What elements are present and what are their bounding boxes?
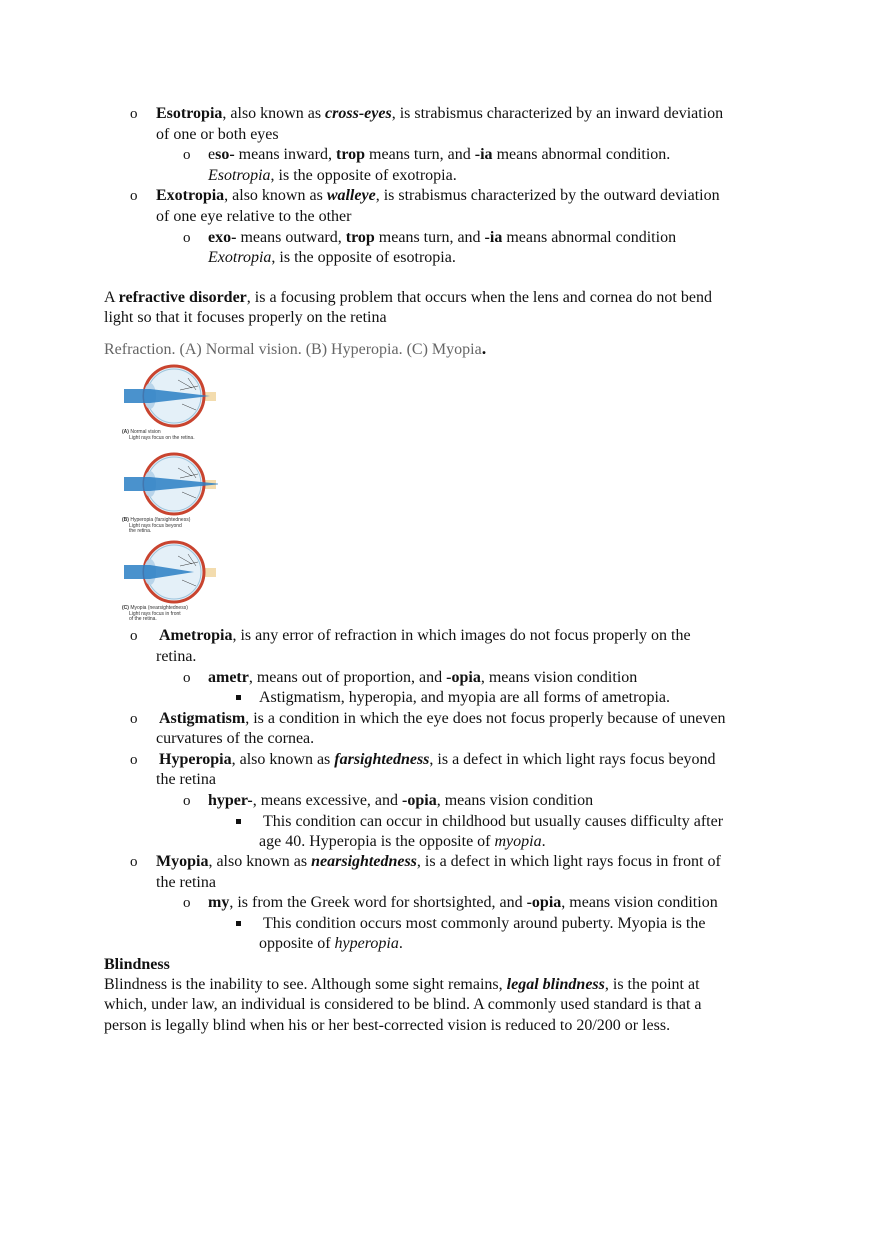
list-item-line: [156, 770, 216, 790]
caption-text: Refraction. (A) Normal vision. (B) Hyperopia. (C) Myopia: [104, 341, 482, 358]
square-bullet-icon: [236, 695, 241, 700]
text-run: , is from the Greek word for shortsighted, and: [229, 894, 527, 911]
circle-bullet-icon: o: [130, 711, 138, 727]
list-item-line: [263, 812, 723, 832]
refraction-figure: [118, 360, 218, 622]
text-run: e: [208, 146, 216, 163]
bold-term: my: [208, 894, 230, 911]
list-item-line: [208, 248, 456, 268]
square-bullet-icon: [236, 921, 241, 926]
bold-term: -opia: [526, 894, 562, 911]
list-item-line: [208, 668, 637, 688]
list-item-line: [156, 852, 721, 872]
list-item-line: [208, 145, 670, 165]
text-run: , is any error of refraction in which images do not focus properly on the: [232, 627, 691, 644]
list-item-line: [156, 647, 196, 667]
bold-italic-term: farsightedness: [334, 751, 430, 768]
text-run: means turn, and: [365, 146, 475, 163]
panel-label: Normal vision: [130, 429, 161, 435]
text-run: curvatures of the cornea.: [156, 730, 315, 747]
text-run: , means excessive, and: [252, 792, 403, 809]
eye-diagram-icon: [118, 360, 218, 430]
list-item-line: [208, 893, 718, 913]
italic-term: Esotropia: [208, 167, 271, 184]
eye-diagram-icon: [118, 536, 218, 606]
figure-caption: [104, 338, 486, 360]
panel-text: Light rays focus in front: [129, 610, 181, 617]
circle-bullet-icon: o: [130, 854, 138, 870]
bold-term: -ia: [474, 146, 493, 163]
bold-term: -opia: [446, 669, 481, 686]
text-run: This condition can occur in childhood but usually causes difficulty after: [263, 813, 724, 830]
panel-label: (C): [122, 605, 131, 611]
bold-italic-term: nearsightedness: [311, 853, 417, 870]
panel-text: of the retina.: [129, 616, 157, 622]
list-item-line: [159, 750, 716, 770]
text-run: , is strabismus characterized by the outward deviation: [375, 187, 720, 204]
text-run: person is legally blind when his or her best-corrected vision is reduced to 20/200 or less.: [104, 1017, 671, 1034]
text-run: means inward,: [234, 146, 336, 163]
list-item-line: [259, 832, 546, 852]
circle-bullet-icon: o: [130, 628, 138, 644]
text-run: of one eye relative to the other: [156, 208, 352, 225]
text-run: , means out of proportion, and: [248, 669, 447, 686]
italic-term: hyperopia: [334, 935, 399, 952]
list-item-line: [156, 186, 720, 206]
circle-bullet-icon: o: [183, 793, 191, 809]
paragraph-line: [104, 955, 170, 975]
text-run: , is the opposite of exotropia.: [270, 167, 457, 184]
text-run: This condition occurs most commonly around puberty. Myopia is the: [263, 915, 706, 932]
text-run: of one or both eyes: [156, 126, 279, 143]
eye-diagram-icon: [118, 448, 218, 518]
list-item-line: [156, 207, 351, 227]
bold-term: Exotropia: [156, 187, 225, 204]
panel-text: the retina.: [129, 528, 152, 534]
circle-bullet-icon: o: [130, 188, 138, 204]
caption-period: .: [481, 338, 487, 358]
bold-italic-term: legal blindness: [506, 976, 605, 993]
paragraph-line: [104, 1016, 670, 1036]
text-run: Blindness is the inability to see. Although some sight remains,: [104, 976, 507, 993]
eye-panel-caption: [122, 606, 188, 623]
bold-term: refractive disorder: [118, 289, 247, 306]
list-item-line: [156, 873, 216, 893]
text-run: opposite of: [259, 935, 335, 952]
text-run: means abnormal condition.: [492, 146, 671, 163]
list-item-line: [156, 729, 314, 749]
panel-text: Light rays focus beyond: [129, 522, 182, 529]
text-run: retina.: [156, 648, 197, 665]
bold-term: -opia: [402, 792, 437, 809]
list-item-line: [156, 104, 723, 124]
bold-term: Hyperopia: [159, 751, 232, 768]
bold-term: Astigmatism: [159, 710, 246, 727]
text-run: , is the opposite of esotropia.: [271, 249, 456, 266]
text-run: .: [398, 935, 403, 952]
list-item-line: [208, 166, 457, 186]
list-item-line: [208, 228, 676, 248]
panel-label: Hyperopia (farsightedness): [130, 517, 191, 523]
bold-term: exo-: [208, 229, 237, 246]
text-run: light so that it focuses properly on the retina: [104, 309, 387, 326]
text-run: the retina: [156, 874, 216, 891]
text-run: Astigmatism, hyperopia, and myopia are all forms of ametropia.: [259, 689, 670, 706]
bold-term: -ia: [484, 229, 503, 246]
circle-bullet-icon: o: [183, 670, 191, 686]
paragraph-line: [104, 288, 712, 308]
bold-term: ametr: [208, 669, 249, 686]
text-run: means outward,: [236, 229, 346, 246]
text-run: , is a defect in which light rays focus in front of: [416, 853, 721, 870]
text-run: , is strabismus characterized by an inward deviation: [391, 105, 724, 122]
text-run: , also known as: [208, 853, 312, 870]
paragraph-line: [104, 308, 387, 328]
list-item-line: [156, 125, 279, 145]
italic-term: myopia: [494, 833, 542, 850]
text-run: means abnormal condition: [502, 229, 677, 246]
bold-term: trop: [335, 146, 366, 163]
text-run: , is the point at: [604, 976, 700, 993]
text-run: means turn, and: [374, 229, 485, 246]
bold-term: so-: [215, 146, 235, 163]
text-run: the retina: [156, 771, 216, 788]
panel-label: (B): [122, 517, 131, 523]
bold-term: trop: [345, 229, 375, 246]
text-run: , also known as: [224, 187, 327, 204]
panel-label: Myopia (nearsightedness): [130, 605, 188, 611]
bold-term: Myopia: [156, 853, 209, 870]
text-run: A: [104, 289, 119, 306]
list-item-line: [259, 688, 670, 708]
paragraph-line: [104, 995, 702, 1015]
bold-term: hyper-: [208, 792, 253, 809]
text-run: , is a defect in which light rays focus beyond: [429, 751, 716, 768]
panel-text: Light rays focus on the retina.: [129, 434, 195, 441]
text-run: , means vision condition: [561, 894, 718, 911]
circle-bullet-icon: o: [183, 895, 191, 911]
text-run: .: [541, 833, 546, 850]
italic-term: Exotropia: [208, 249, 272, 266]
text-run: , also known as: [222, 105, 326, 122]
list-item-line: [208, 791, 593, 811]
text-run: , means vision condition: [436, 792, 594, 809]
square-bullet-icon: [236, 819, 241, 824]
panel-label: (A): [122, 429, 131, 435]
circle-bullet-icon: o: [183, 230, 191, 246]
paragraph-line: [104, 975, 700, 995]
bold-italic-term: walleye: [326, 187, 376, 204]
bold-term: Ametropia: [159, 627, 233, 644]
text-run: , is a focusing problem that occurs when the lens and cornea do not bend: [246, 289, 712, 306]
text-run: , means vision condition: [480, 669, 638, 686]
list-item-line: [159, 709, 726, 729]
list-item-line: [263, 914, 705, 934]
text-run: , is a condition in which the eye does not focus properly because of uneven: [245, 710, 726, 727]
list-item-line: [159, 626, 691, 646]
eye-panel-caption: [122, 518, 190, 535]
circle-bullet-icon: o: [183, 147, 191, 163]
circle-bullet-icon: o: [130, 106, 138, 122]
text-run: , also known as: [231, 751, 335, 768]
bold-term: Blindness: [104, 956, 170, 973]
eye-panel-caption: [122, 430, 195, 441]
circle-bullet-icon: o: [130, 752, 138, 768]
list-item-line: [259, 934, 403, 954]
bold-term: Esotropia: [156, 105, 223, 122]
text-run: age 40. Hyperopia is the opposite of: [259, 833, 495, 850]
bold-italic-term: cross-eyes: [325, 105, 392, 122]
text-run: which, under law, an individual is considered to be blind. A commonly used standard is that a: [104, 996, 702, 1013]
